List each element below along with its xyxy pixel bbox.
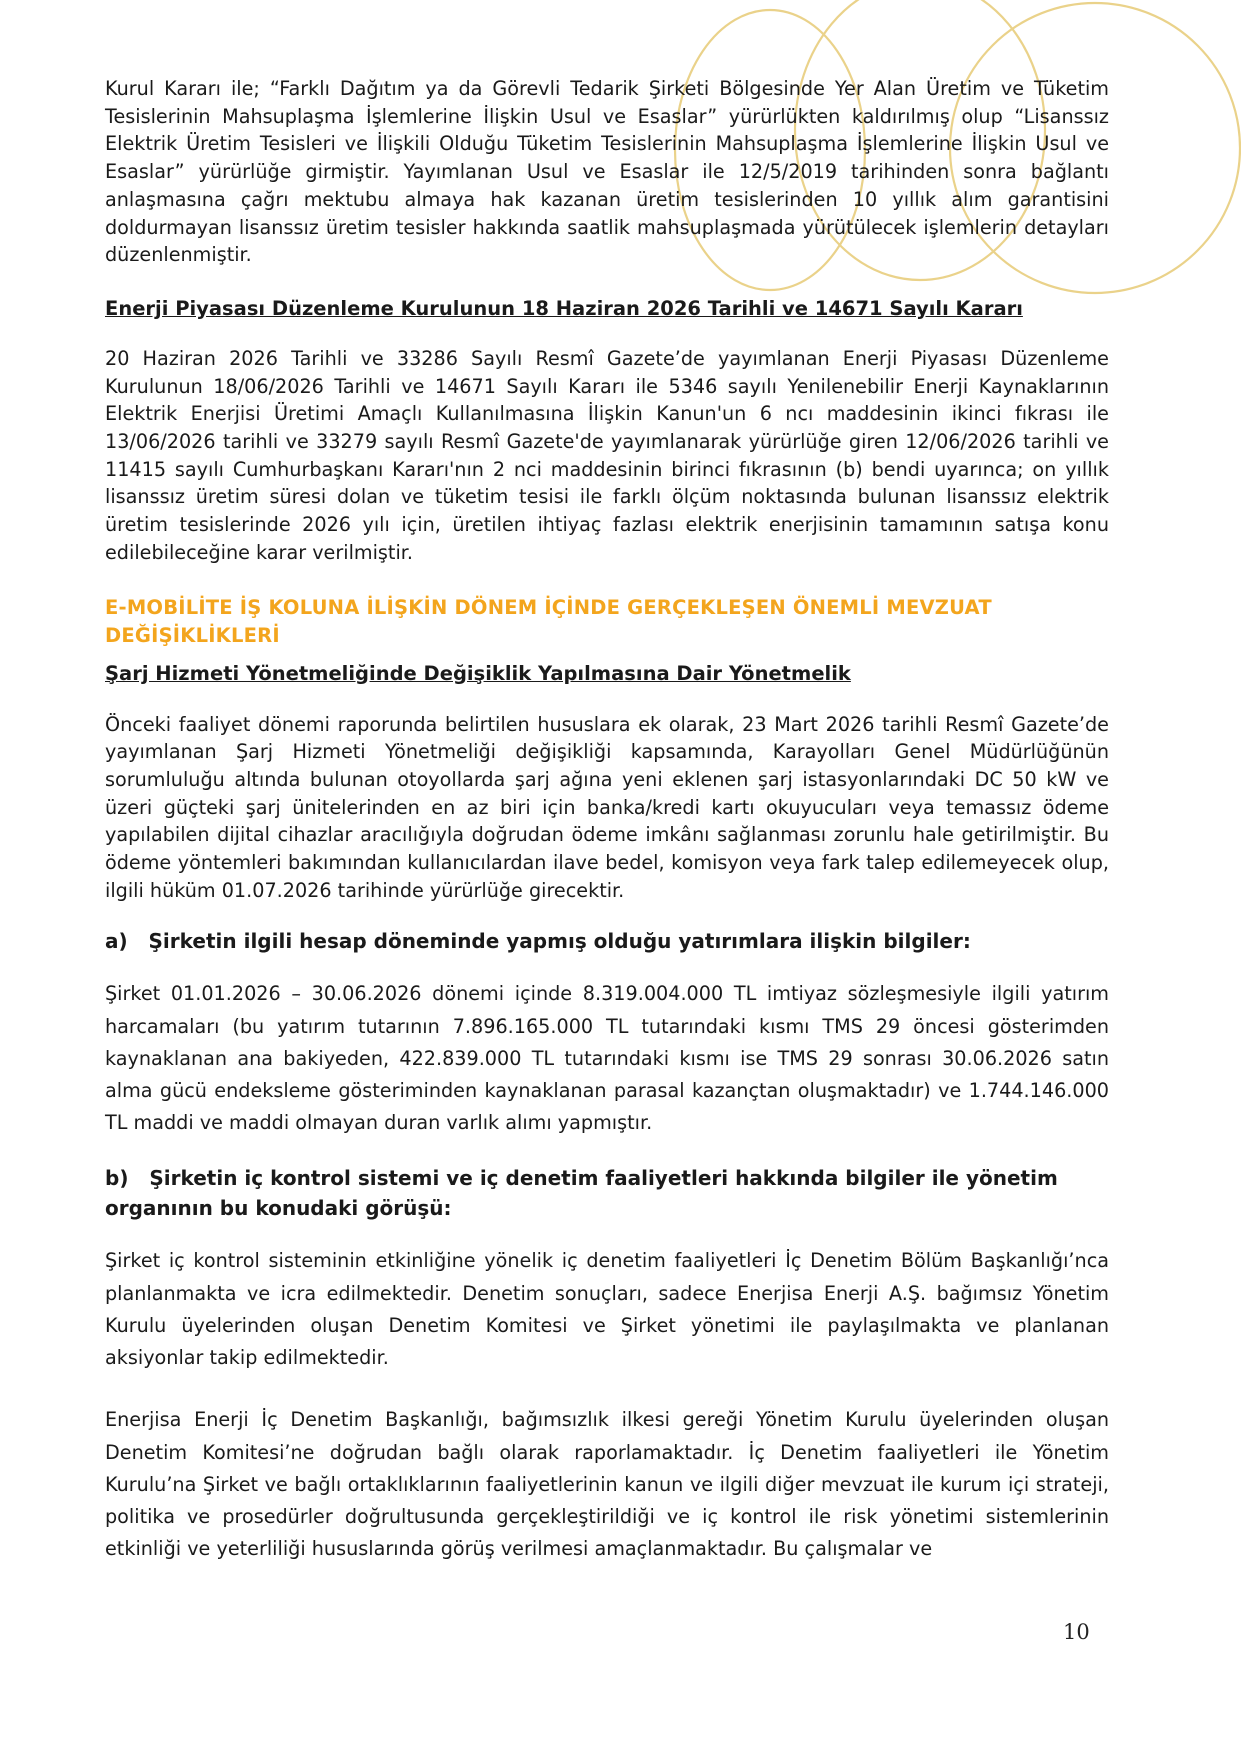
heading-e-mobilite: E-MOBİLİTE İŞ KOLUNA İLİŞKİN DÖNEM İÇİNDE GERÇEKLEŞEN ÖNEMLİ MEVZUAT DEĞİŞİKLİKLERİ bbox=[105, 595, 992, 647]
paragraph-ic-kontrol: Şirket iç kontrol sisteminin etkinliğine yönelik iç denetim faaliyetleri İç Denetim Bölüm Başkanlığı’nca planlanmakta ve icra edilmektedir. Denetim sonuçları, sadece Enerjisa Enerji A.Ş. bağımsız Yönetim Kurulu üyelerinden oluşan Denetim Komitesi ve Şirket yönetimi ile paylaşılmakta ve planlanan aksiyonlar takip edilmektedir. bbox=[105, 1249, 1109, 1370]
heading-ic-kontrol: b) Şirketin iç kontrol sistemi ve iç denetim faaliyetleri hakkında bilgiler ile yönetim organının bu konudaki görüşü: bbox=[105, 1166, 1058, 1221]
page-number: 10 bbox=[1063, 1620, 1090, 1644]
heading-yatirimlar: a) Şirketin ilgili hesap döneminde yapmış olduğu yatırımlara ilişkin bilgiler: bbox=[105, 929, 971, 954]
document-body bbox=[105, 75, 1109, 1565]
paragraph-epdk-karari: 20 Haziran 2026 Tarihli ve 33286 Sayılı Resmî Gazete’de yayımlanan Enerji Piyasası Düzenleme Kurulunun 18/06/2026 Tarihli ve 14671 Sayılı Kararı ile 5346 sayılı Yenilenebilir Enerji Kaynaklarının Elektrik Enerjisi Üretimi Amaçlı Kullanılmasına İlişkin Kanun'un 6 ncı maddesinin ikinci fıkrası ile 13/06/2026 tarihli ve 33279 sayılı Resmî Gazete'de yayımlanarak yürürlüğe giren 12/06/2026 tarihli ve 11415 sayılı Cumhurbaşkanı Kararı'nın 2 nci maddesinin birinci fıkrasının (b) bendi uyarınca; on yıllık lisanssız üretim süresi dolan ve tüketim tesisi ile farklı ölçüm noktasında bulunan lisanssız elektrik üretim tesislerinde 2026 yılı için, üretilen ihtiyaç fazlası elektrik enerjisinin tamamının satışa konu edilebileceğine karar verilmiştir. bbox=[105, 346, 1109, 564]
paragraph-yatirimlar: Şirket 01.01.2026 – 30.06.2026 dönemi içinde 8.319.004.000 TL imtiyaz sözleşmesiyle ilgili yatırım harcamaları (bu yatırım tutarının 7.896.165.000 TL tutarındaki kısmı TMS 29 öncesi gösterimden kaynaklanan ana bakiyeden, 422.839.000 TL tutarındaki kısmı ise TMS 29 sonrası 30.06.2026 satın alma gücü endeksleme gösteriminden kaynaklanan parasal kazançtan oluşmaktadır) ve 1.744.146.000 TL maddi ve maddi olmayan duran varlık alımı yapmıştır. bbox=[105, 982, 1109, 1135]
heading-sarj-yonetmeligi: Şarj Hizmeti Yönetmeliğinde Değişiklik Yapılmasına Dair Yönetmelik bbox=[105, 661, 851, 685]
paragraph-sarj-yonetmeligi: Önceki faaliyet dönemi raporunda belirtilen hususlara ek olarak, 23 Mart 2026 tarihli Resmî Gazete’de yayımlanan Şarj Hizmeti Yönetmeliği değişikliği kapsamında, Karayolları Genel Müdürlüğünün sorumluluğu altında bulunan otoyollarda şarj ağına yeni eklenen şarj istasyonlarındaki DC 50 kW ve üzeri güçteki şarj ünitelerinden en az biri için banka/kredi kartı okuyucuları veya temassız ödeme yapılabilen dijital cihazlar aracılığıyla doğrudan ödeme imkânı sağlanması zorunlu hale getirilmiştir. Bu ödeme yöntemleri bakımından kullanıcılardan ilave bedel, komisyon veya fark talep edilemeyecek olup, ilgili hüküm 01.07.2026 tarihinde yürürlüğe girecektir. bbox=[105, 712, 1109, 902]
heading-epdk-karari: Enerji Piyasası Düzenleme Kurulunun 18 Haziran 2026 Tarihli ve 14671 Sayılı Kararı bbox=[105, 296, 1023, 320]
paragraph-mahsuplasma: Kurul Kararı ile; “Farklı Dağıtım ya da Görevli Tedarik Şirketi Bölgesinde Yer Alan Üretim ve Tüketim Tesislerinin Mahsuplaşma İşlemlerine İlişkin Usul ve Esaslar” yürürlükten kaldırılmış olup “Lisanssız Elektrik Üretim Tesisleri ve İlişkili Olduğu Tüketim Tesislerinin Mahsuplaşma İşlemlerine İlişkin Usul ve Esaslar” yürürlüğe girmiştir. Yayımlanan Usul ve Esaslar ile 12/5/2019 tarihinden sonra bağlantı anlaşmasına çağrı mektubu almaya hak kazanan üretim tesislerinden 10 yıllık alım garantisini doldurmayan lisanssız üretim tesisler hakkında saatlik mahsuplaşmada yürütülecek işlemlerin detayları düzenlenmiştir. bbox=[105, 77, 1109, 267]
paragraph-ic-denetim: Enerjisa Enerji İç Denetim Başkanlığı, bağımsızlık ilkesi gereği Yönetim Kurulu üyelerinden oluşan Denetim Komitesi’ne doğrudan bağlı olarak raporlamaktadır. İç Denetim faaliyetleri ile Yönetim Kurulu’na Şirket ve bağlı ortaklıklarının faaliyetlerinin kanun ve ilgili diğer mevzuat ile kurum içi strateji, politika ve prosedürler doğrultusunda gerçekleştirildiği ve iç kontrol ile risk yönetimi sistemlerinin etkinliği ve yeterliliği hususlarında görüş verilmesi amaçlanmaktadır. Bu çalışmalar ve bbox=[105, 1408, 1109, 1561]
